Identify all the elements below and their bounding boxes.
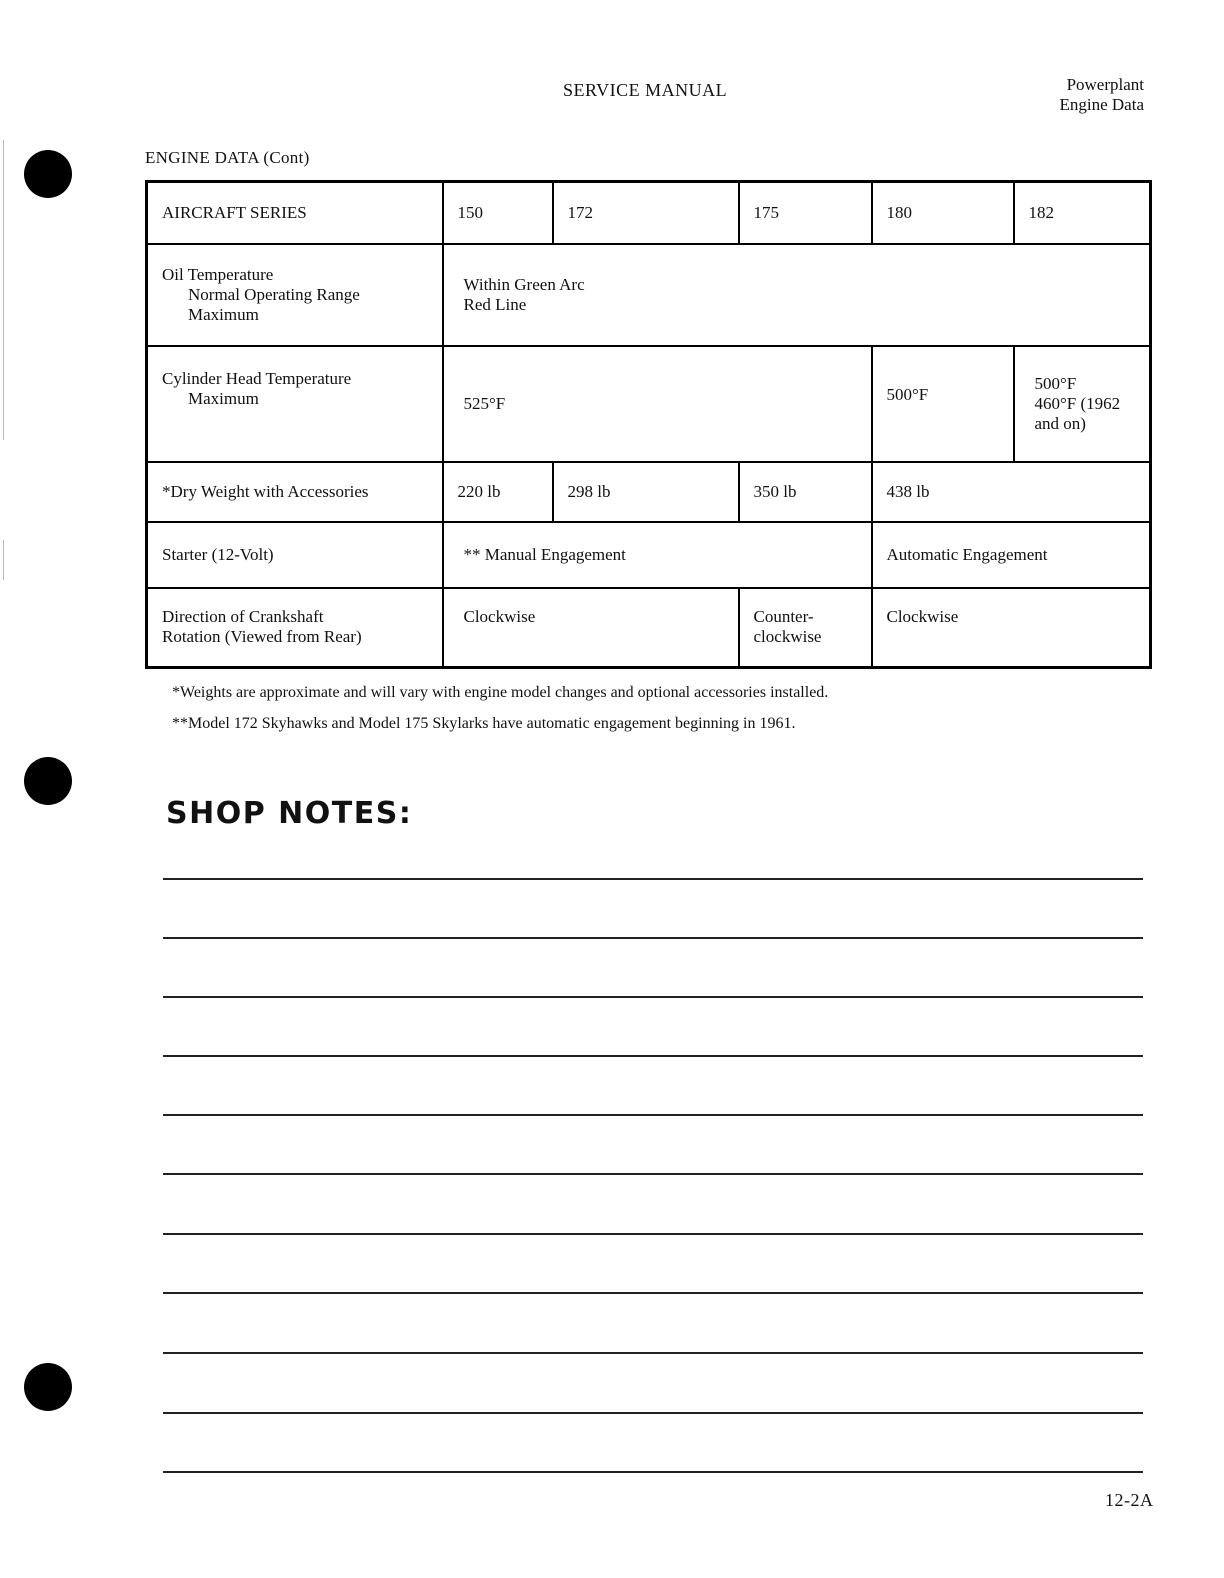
- series-182: 182: [1014, 182, 1151, 244]
- manual-title: SERVICE MANUAL: [563, 80, 728, 100]
- footnote-starter: **Model 172 Skyhawks and Model 175 Skylarks have automatic engagement beginning in 1961.: [172, 715, 796, 732]
- cht-label-main: Cylinder Head Temperature: [162, 368, 352, 388]
- series-150: 150: [443, 182, 553, 244]
- starter-automatic: Automatic Engagement: [872, 522, 1151, 588]
- scan-edge-line: [3, 140, 4, 440]
- rotation-label: [147, 588, 443, 668]
- binder-hole-middle: [24, 757, 72, 805]
- note-line: [163, 1233, 1143, 1235]
- table-row-oil-temperature: [147, 244, 1151, 346]
- note-line: [163, 1292, 1143, 1294]
- note-line: [163, 937, 1143, 939]
- rotation-label-line2: Rotation (Viewed from Rear): [162, 627, 362, 647]
- cht-value-182: [1014, 346, 1151, 462]
- cht-182-line2: 460°F (1962: [1034, 393, 1121, 413]
- shop-notes-title: SHOP NOTES:: [166, 796, 413, 831]
- rotation-clockwise-180-182: Clockwise: [872, 588, 1151, 668]
- oil-temperature-values: [443, 244, 1151, 346]
- rotation-counterclockwise-175: [739, 588, 872, 668]
- ccw-line2: clockwise: [753, 627, 822, 647]
- scan-edge-line: [3, 540, 4, 580]
- cht-label: [147, 346, 443, 462]
- oil-temperature-label: [147, 244, 443, 346]
- note-line: [163, 878, 1143, 880]
- table-row-dry-weight: [147, 462, 1151, 522]
- cht-182-line3: and on): [1034, 413, 1086, 433]
- note-line: [163, 1412, 1143, 1414]
- chapter-heading: [1060, 75, 1145, 115]
- dry-weight-label: *Dry Weight with Accessories: [147, 462, 443, 522]
- dry-weight-172: 298 lb: [553, 462, 739, 522]
- note-line: [163, 1471, 1143, 1473]
- cht-value-180: 500°F: [872, 346, 1014, 462]
- table-row-series: [147, 182, 1151, 244]
- oil-label-sub2: Maximum: [188, 304, 259, 324]
- dry-weight-180-182: 438 lb: [872, 462, 1151, 522]
- table-row-crankshaft-rotation: [147, 588, 1151, 668]
- note-line: [163, 1352, 1143, 1354]
- chapter-name: Powerplant: [1066, 75, 1144, 94]
- series-175: 175: [739, 182, 872, 244]
- cht-182-line1: 500°F: [1034, 373, 1077, 393]
- note-line: [163, 1055, 1143, 1057]
- cht-label-sub1: Maximum: [188, 388, 259, 408]
- cht-value-150-175: 525°F: [443, 346, 872, 462]
- starter-label: Starter (12-Volt): [147, 522, 443, 588]
- page-number: 12-2A: [1105, 1490, 1154, 1510]
- binder-hole-top: [24, 150, 72, 198]
- dry-weight-175: 350 lb: [739, 462, 872, 522]
- table-row-cylinder-head-temperature: [147, 346, 1151, 462]
- oil-label-sub1: Normal Operating Range: [188, 284, 360, 304]
- rotation-clockwise-150-172: Clockwise: [443, 588, 739, 668]
- oil-value-max: Red Line: [463, 294, 527, 314]
- chapter-subject: Engine Data: [1059, 95, 1144, 114]
- starter-manual: ** Manual Engagement: [443, 522, 872, 588]
- dry-weight-150: 220 lb: [443, 462, 553, 522]
- series-label: AIRCRAFT SERIES: [147, 182, 443, 244]
- note-line: [163, 996, 1143, 998]
- section-title: ENGINE DATA (Cont): [145, 148, 310, 167]
- table-row-starter: [147, 522, 1151, 588]
- series-172: 172: [553, 182, 739, 244]
- oil-label-main: Oil Temperature: [162, 264, 274, 284]
- note-line: [163, 1173, 1143, 1175]
- footnote-weights: *Weights are approximate and will vary with engine model changes and optional accessories installed.: [172, 684, 829, 701]
- engine-data-table: [145, 180, 1152, 669]
- ccw-line1: Counter-: [753, 607, 814, 627]
- binder-hole-bottom: [24, 1363, 72, 1411]
- series-180: 180: [872, 182, 1014, 244]
- note-line: [163, 1114, 1143, 1116]
- rotation-label-line1: Direction of Crankshaft: [162, 607, 324, 627]
- oil-value-range: Within Green Arc: [463, 274, 585, 294]
